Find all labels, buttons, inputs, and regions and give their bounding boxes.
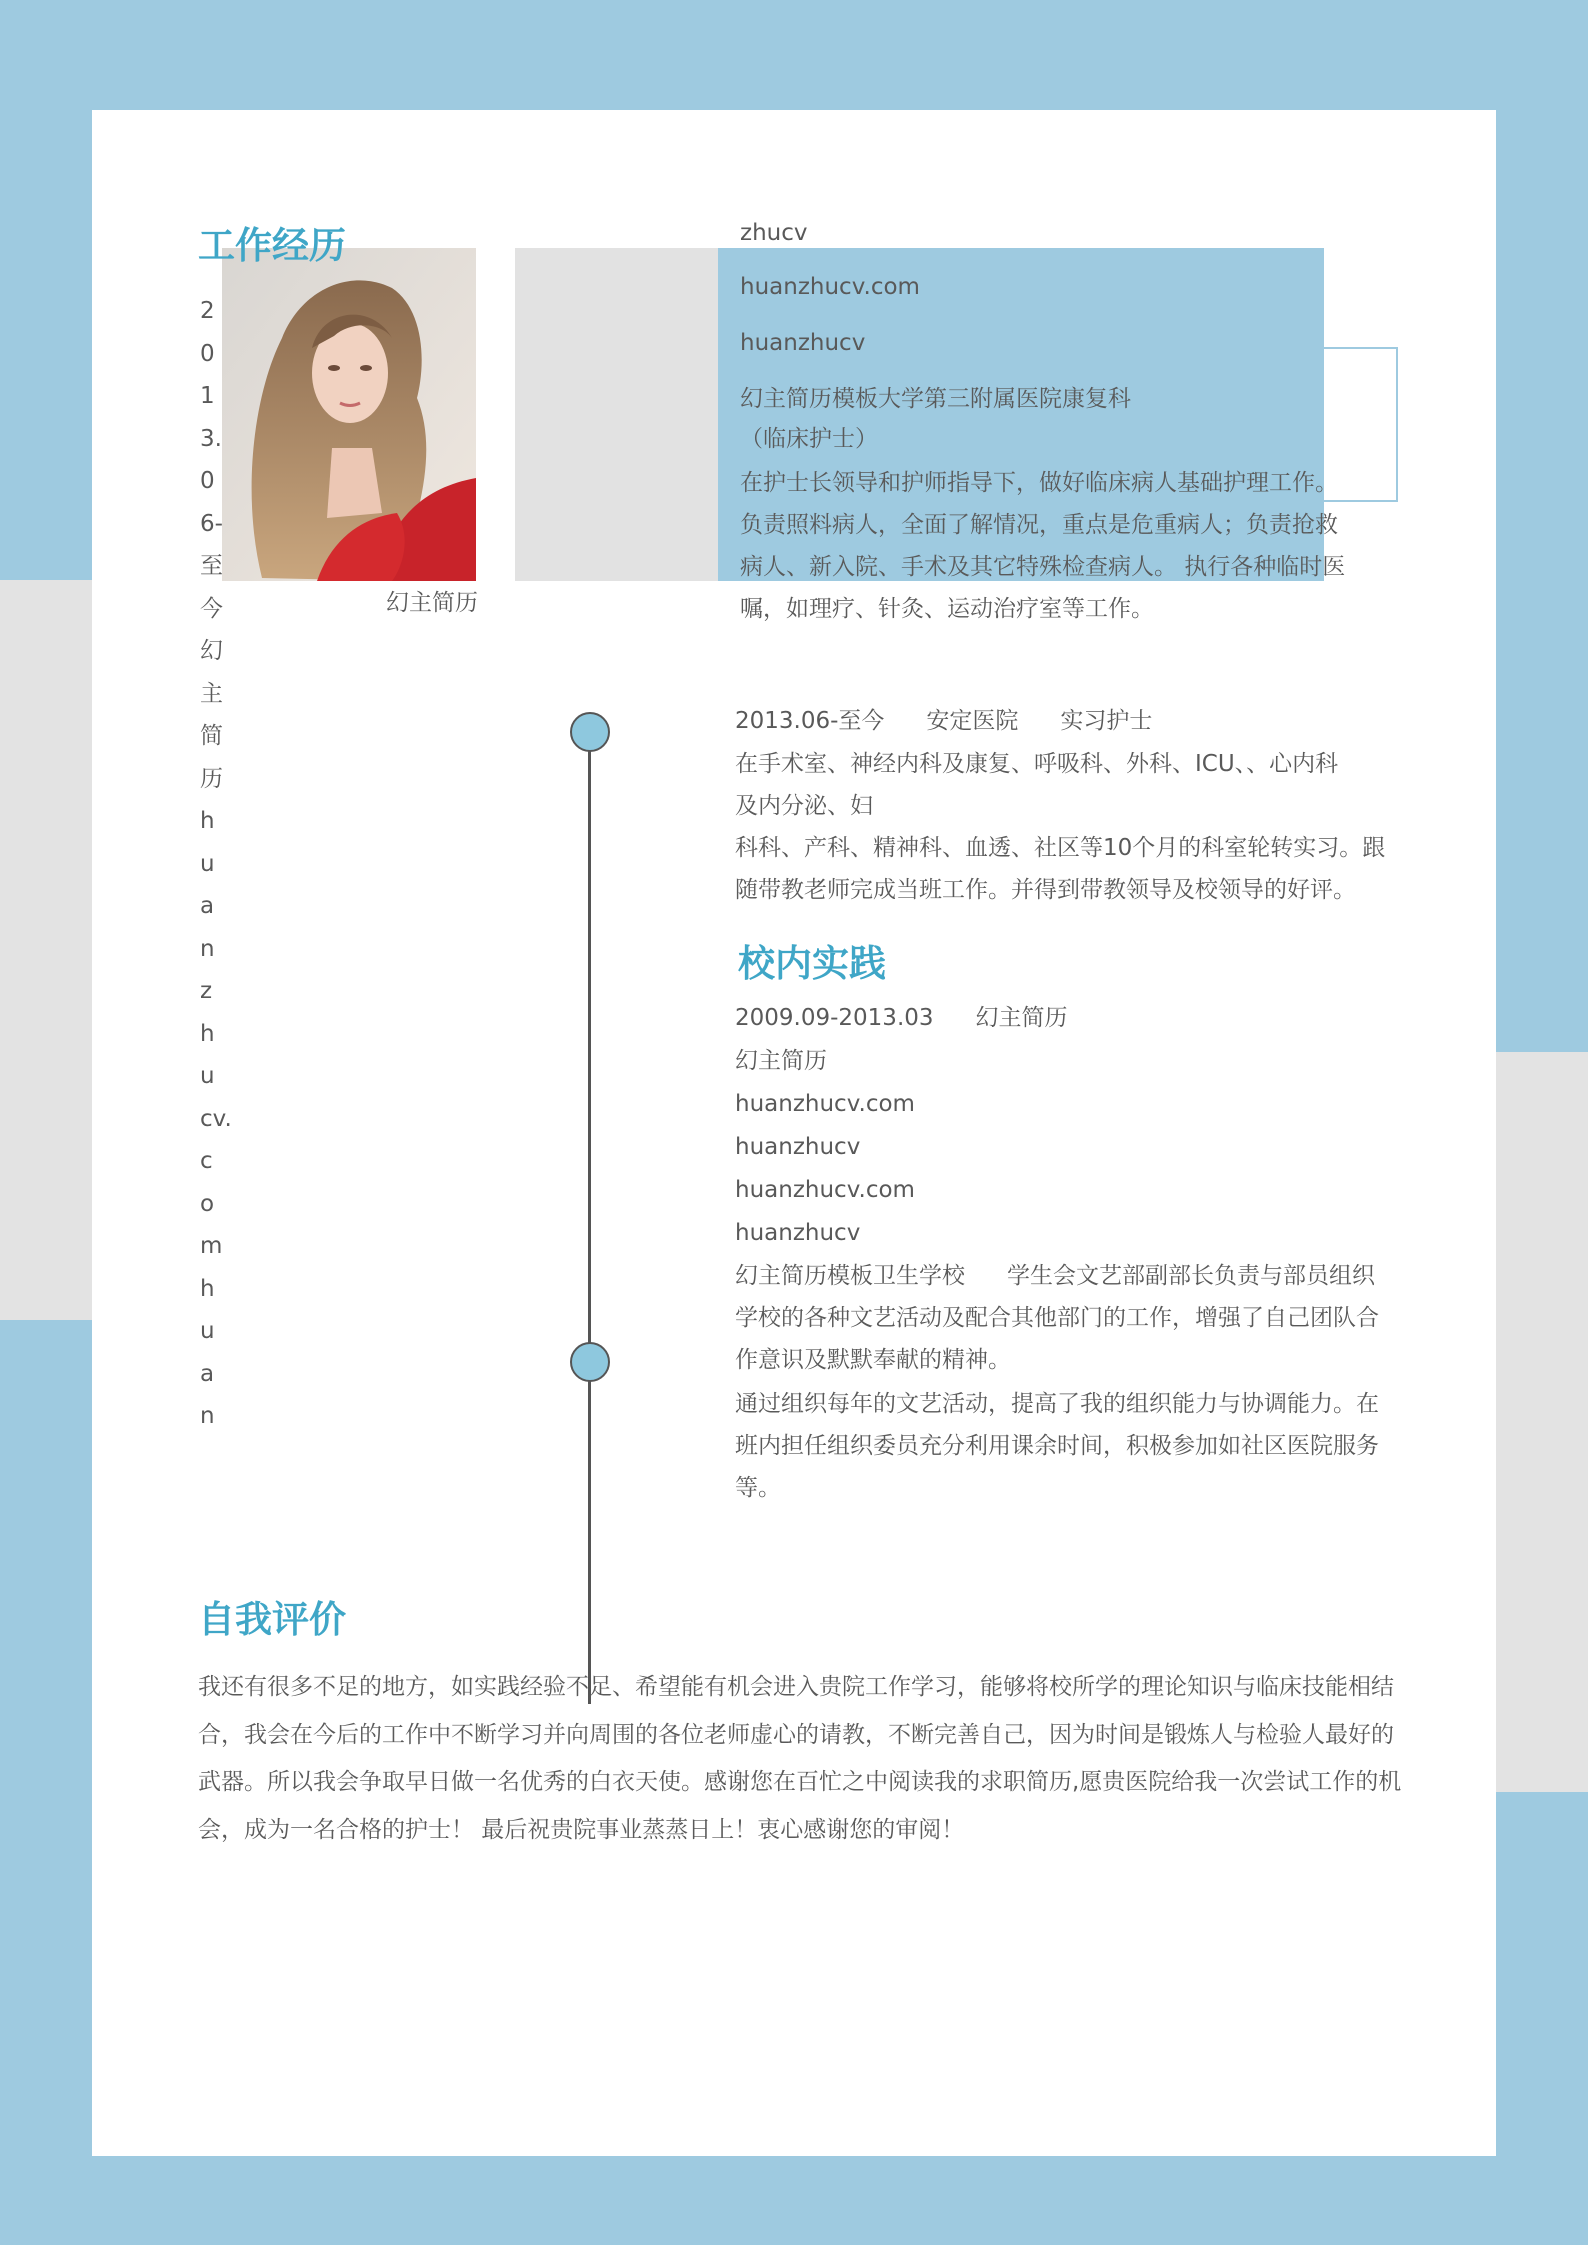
work-entry-desc-line: 及内分泌、妇	[735, 793, 873, 819]
campus-line: 幻主简历	[735, 1048, 827, 1074]
vertical-char: u	[200, 1318, 215, 1344]
campus-line: huanzhucv	[735, 1134, 861, 1160]
vertical-char: n	[200, 1403, 215, 1429]
work-entry-header	[735, 700, 1152, 742]
vertical-char: 今	[200, 595, 223, 622]
header-line: （临床护士）	[740, 426, 878, 452]
work-entry-desc-line: 科科、产科、精神科、血透、社区等10个月的科室轮转实习。跟	[735, 835, 1386, 861]
header-name: zhucv	[740, 220, 808, 246]
vertical-char: 2	[200, 298, 215, 324]
vertical-char: cv.	[200, 1105, 232, 1132]
vertical-char: h	[200, 1275, 215, 1302]
timeline-line	[588, 732, 591, 1704]
work-entry-desc-line: 随带教老师完成当班工作。并得到带教领导及校领导的好评。	[735, 877, 1356, 903]
right-gray-band	[1496, 1052, 1588, 1792]
campus-section-title: 校内实践	[738, 942, 886, 985]
work-entry-desc-line: 在手术室、神经内科及康复、呼吸科、外科、ICU、、心内科	[735, 751, 1339, 777]
vertical-char: 1	[200, 383, 215, 409]
campus-line: huanzhucv.com	[735, 1091, 915, 1117]
work-section-title: 工作经历	[198, 224, 346, 267]
vertical-char: u	[200, 1063, 215, 1089]
vertical-char: h	[200, 808, 215, 834]
profile-photo	[222, 248, 476, 581]
campus-date: 2009.09-2013.03	[735, 1005, 934, 1031]
campus-school: 幻主简历模板卫生学校	[735, 1263, 965, 1289]
vertical-char: 历	[200, 765, 223, 792]
campus-desc	[735, 1255, 1395, 1381]
vertical-char: h	[200, 1020, 215, 1047]
photo-caption: 幻主简历	[386, 590, 478, 616]
header-line: huanzhucv.com	[740, 274, 920, 300]
campus-org: 幻主简历	[975, 1005, 1068, 1031]
vertical-text-column	[200, 290, 230, 1438]
campus-entry-header	[735, 997, 1068, 1039]
vertical-char: c	[200, 1148, 213, 1174]
header-duty-text: 在护士长领导和护师指导下，做好临床病人基础护理工作。 负责照料病人，全面了解情况，重点是危重病人；负责抢救病人、新入院、手术及其它特殊检查病人。 执行各种临时医嘱，如理疗、针灸、运动治疗室等工作。	[740, 470, 1346, 622]
timeline-dot	[570, 1342, 610, 1382]
work-entry-role: 实习护士	[1060, 708, 1153, 734]
vertical-char: 至	[200, 553, 223, 579]
vertical-char: a	[200, 1360, 215, 1387]
vertical-char: 0	[200, 468, 215, 494]
work-entry-org: 安定医院	[926, 708, 1019, 734]
campus-line: huanzhucv	[735, 1220, 861, 1246]
vertical-char: 6-	[200, 510, 223, 537]
vertical-char: z	[200, 978, 213, 1004]
campus-desc2: 通过组织每年的文艺活动，提高了我的组织能力与协调能力。在班内担任组织委员充分利用课余时间，积极参加如社区医院服务等。	[735, 1391, 1379, 1501]
vertical-char: 0	[200, 340, 215, 367]
vertical-char: o	[200, 1190, 215, 1217]
vertical-char: a	[200, 893, 215, 919]
campus-line: huanzhucv.com	[735, 1177, 915, 1203]
work-entry-date: 2013.06-至今	[735, 708, 885, 734]
vertical-char: 主	[200, 680, 223, 707]
header-line: huanzhucv	[740, 330, 866, 356]
left-gray-band	[0, 580, 92, 1320]
portrait-illustration	[222, 248, 476, 581]
vertical-char: n	[200, 935, 215, 962]
vertical-char: 3.	[200, 425, 222, 452]
vertical-char: 幻	[200, 638, 223, 664]
vertical-char: u	[200, 850, 215, 877]
self-evaluation-text: 我还有很多不足的地方，如实践经验不足、希望能有机会进入贵院工作学习，能够将校所学的理论知识与临床技能相结合，我会在今后的工作中不断学习并向周围的各位老师虚心的请教，不断完善自己，因为时间是锻炼人与检验人最好的武器。所以我会争取早日做一名优秀的白衣天使。感谢您在百忙之中阅读我的求职简历,愿贵医院给我一次尝试工作的机会，成为一名合格的护士！ 最后祝贵院事业蒸蒸日上！衷心感谢您的审阅！	[198, 1674, 1402, 1843]
timeline-dot	[570, 712, 610, 752]
vertical-char: 简	[200, 723, 223, 749]
self-section-title: 自我评价	[198, 1598, 346, 1641]
vertical-char: m	[200, 1233, 223, 1259]
header-gray-block	[515, 248, 723, 581]
header-line: 幻主简历模板大学第三附属医院康复科	[740, 386, 1131, 412]
campus-desc-text: 学生会文艺部副部长负责与部员组织学校的各种文艺活动及配合其他部门的工作，增强了自己团队合作意识及默默奉献的精神。	[735, 1263, 1379, 1373]
